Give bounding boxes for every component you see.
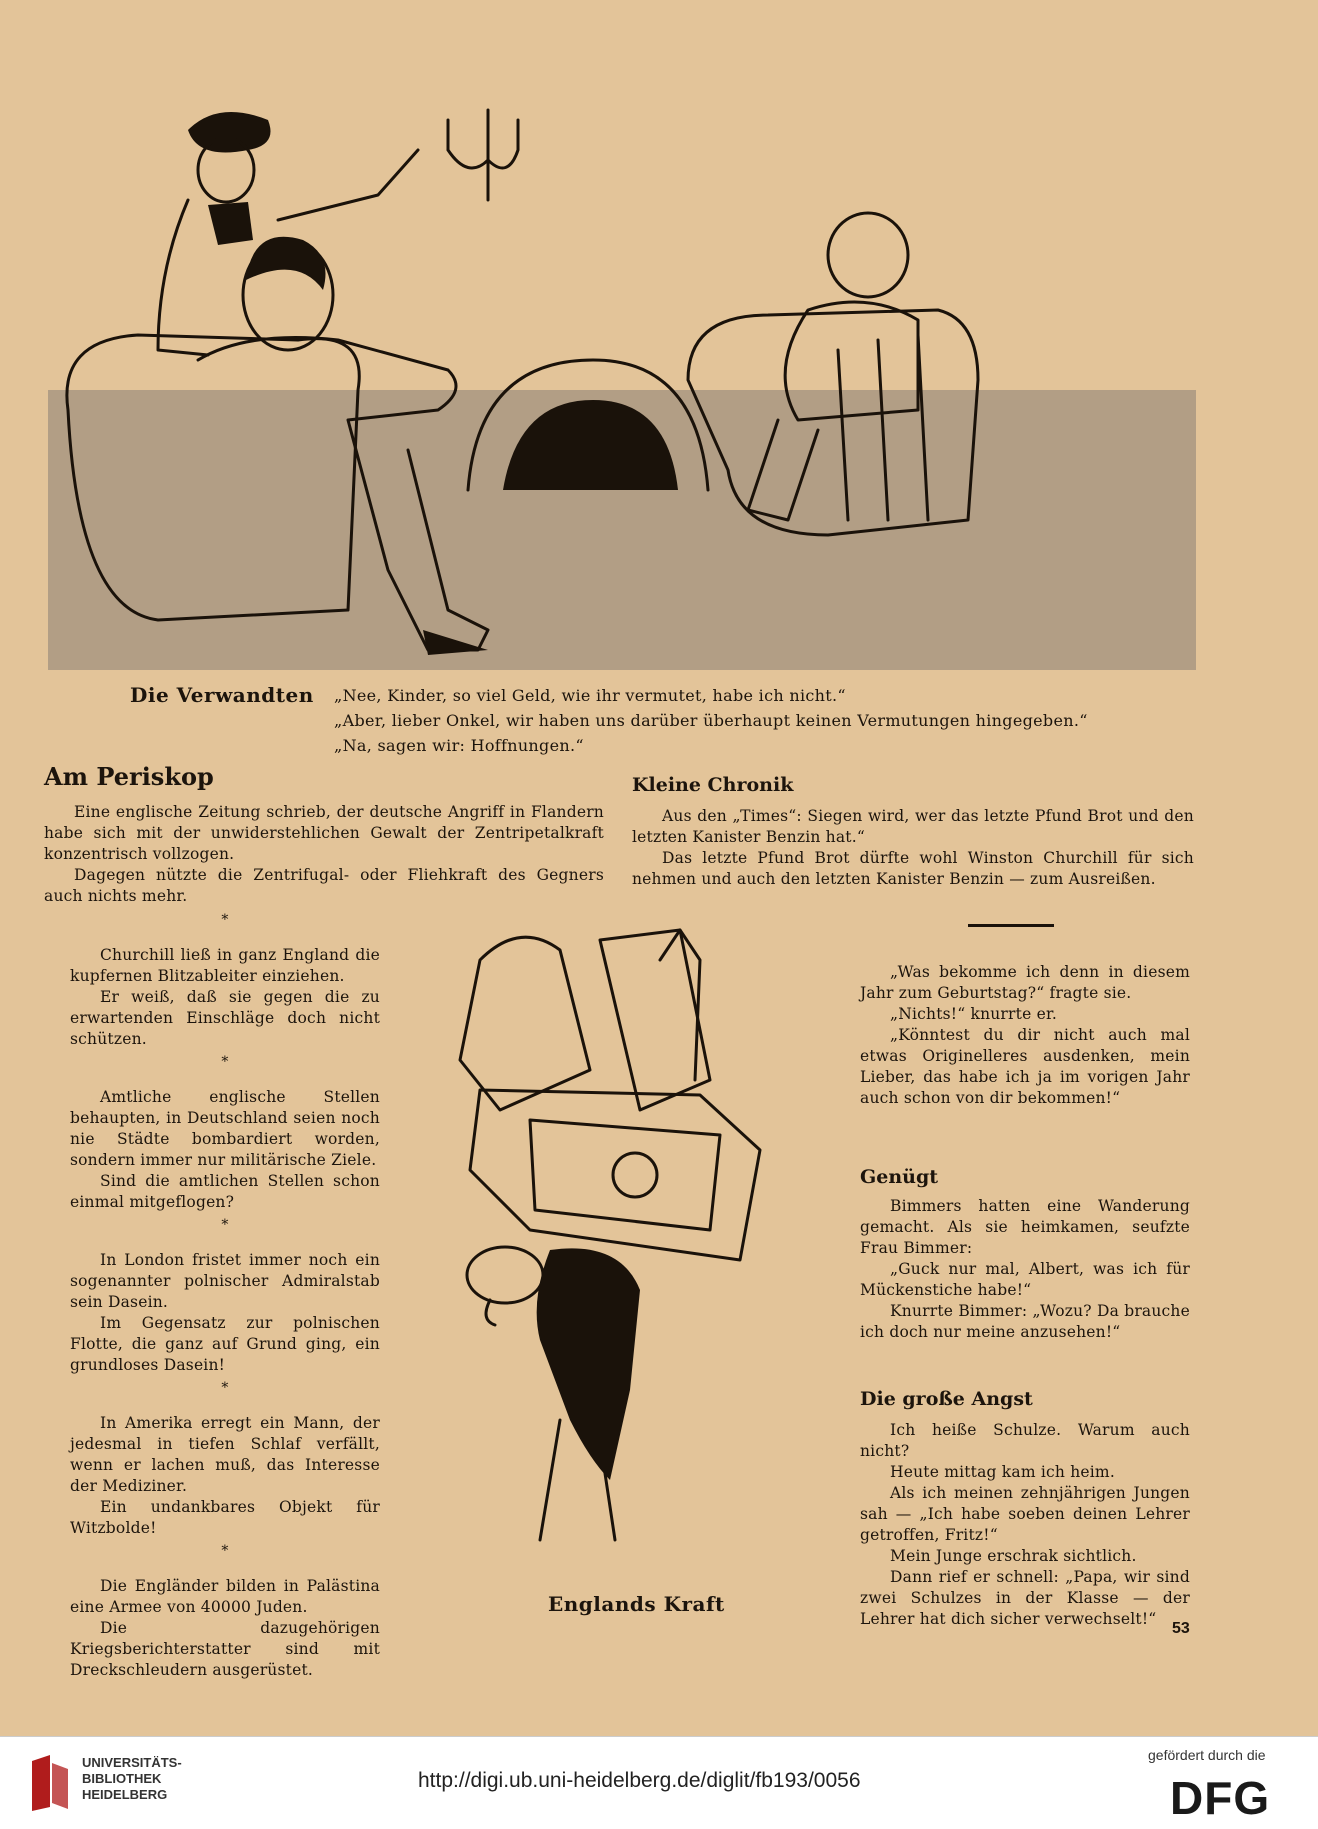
paragraph: Als ich meinen zehnjährigen Jungen sah — „Ich habe soeben deinen Lehrer getroffen, Fritz!“: [860, 1484, 1190, 1544]
top-caption-title: Die Verwandten: [130, 683, 314, 707]
genuegt-text: [860, 1196, 1190, 1343]
paragraph: Dann rief er schnell: „Papa, wir sind zwei Schulzes in der Klasse — der Lehrer hat dich sicher verwechselt!“: [860, 1568, 1190, 1628]
genuegt-heading: Genügt: [860, 1166, 939, 1188]
footer-bar: [0, 1736, 1318, 1829]
institution-name: [82, 1755, 182, 1803]
section-divider: [968, 924, 1054, 927]
paragraph: „Könntest du dir nicht auch mal etwas Originelleres ausdenken, mein Lieber, das habe ich ja im vorigen Jahr auch schon von dir bekommen!“: [860, 1026, 1190, 1107]
institution-line: BIBLIOTHEK: [82, 1771, 162, 1786]
paragraph: Knurrte Bimmer: „Wozu? Da brauche ich doch nur meine anzusehen!“: [860, 1302, 1190, 1341]
page-number: 53: [1172, 1620, 1190, 1637]
paragraph: Bimmers hatten eine Wanderung gemacht. Als sie heimkamen, seufzte Frau Bimmer:: [860, 1197, 1190, 1257]
paragraph: „Was bekomme ich denn in diesem Jahr zum Geburtstag?“ fragte sie.: [860, 963, 1190, 1002]
left-column: [70, 908, 380, 1681]
paragraph: Die Engländer bilden in Palästina eine Armee von 40000 Juden.: [70, 1577, 380, 1616]
paragraph: „Nichts!“ knurrte er.: [890, 1005, 1057, 1023]
paragraph: Das letzte Pfund Brot dürfte wohl Winston Churchill für sich nehmen und auch den letzten Kanister Benzin — zum Ausreißen.: [632, 849, 1194, 888]
caption-line: „Nee, Kinder, so viel Geld, wie ihr vermutet, habe ich nicht.“: [334, 686, 846, 705]
paragraph: Ich heiße Schulze. Warum auch nicht?: [860, 1421, 1190, 1460]
paragraph: Sind die amtlichen Stellen schon einmal mitgeflogen?: [70, 1172, 380, 1211]
paragraph: Amtliche englische Stellen behaupten, in Deutschland seien noch nie Städte bombardiert worden, sondern immer nur militärische Ziele.: [70, 1088, 380, 1169]
paragraph: Eine englische Zeitung schrieb, der deutsche Angriff in Flandern habe sich mit der unwiderstehlichen Gewalt der Zentripetalkraft konzentrisch vollzogen.: [44, 803, 604, 863]
separator-star: *: [221, 1054, 229, 1070]
paragraph: „Guck nur mal, Albert, was ich für Mückenstiche habe!“: [860, 1260, 1190, 1299]
paragraph: Heute mittag kam ich heim.: [890, 1463, 1115, 1481]
dfg-logo: DFG: [1170, 1772, 1271, 1824]
birthday-joke: [860, 962, 1190, 1109]
separator-star: *: [221, 1543, 229, 1559]
paragraph: In London fristet immer noch ein sogenannter polnischer Admiralstab sein Dasein.: [70, 1251, 380, 1311]
bottom-caption: Englands Kraft: [548, 1592, 725, 1616]
paragraph: Mein Junge erschrak sichtlich.: [890, 1547, 1137, 1565]
chronik-heading: Kleine Chronik: [632, 774, 794, 796]
paragraph: Im Gegensatz zur polnischen Flotte, die ganz auf Grund ging, ein grundloses Dasein!: [70, 1314, 380, 1374]
university-logo-icon: [28, 1753, 72, 1813]
periskop-text: [44, 802, 604, 907]
institution-line: HEIDELBERG: [82, 1787, 168, 1802]
paragraph: Dagegen nützte die Zentrifugal- oder Fliehkraft des Gegners auch nichts mehr.: [44, 866, 604, 905]
englands-kraft-illustration: [440, 920, 800, 1560]
paragraph: In Amerika erregt ein Mann, der jedesmal in tiefen Schlaf verfällt, wenn er lachen muß, das Interesse der Mediziner.: [70, 1414, 380, 1495]
caption-line: „Aber, lieber Onkel, wir haben uns darüber überhaupt keinen Vermutungen hingegeben.“: [334, 711, 1088, 730]
separator-star: *: [221, 912, 229, 928]
separator-star: *: [221, 1380, 229, 1396]
paragraph: Die dazugehörigen Kriegsberichterstatter sind mit Dreckschleudern ausgerüstet.: [70, 1619, 380, 1679]
relatives-illustration: [48, 90, 1196, 670]
chronik-text: [632, 806, 1194, 890]
paragraph: Churchill ließ in ganz England die kupfernen Blitzableiter einziehen.: [70, 946, 380, 985]
source-url-link[interactable]: http://digi.ub.uni-heidelberg.de/diglit/fb193/0056: [418, 1769, 861, 1792]
paragraph: Ein undankbares Objekt für Witzbolde!: [70, 1498, 380, 1537]
angst-text: [860, 1420, 1190, 1630]
paragraph: Er weiß, daß sie gegen die zu erwartenden Einschläge doch nicht schützen.: [70, 988, 380, 1048]
funded-by-label: gefördert durch die: [1148, 1747, 1266, 1763]
paragraph: Aus den „Times“: Siegen wird, wer das letzte Pfund Brot und den letzten Kanister Benzin hat.“: [632, 807, 1194, 846]
separator-star: *: [221, 1217, 229, 1233]
top-caption-dialogue: [334, 683, 1088, 758]
periskop-heading: Am Periskop: [44, 762, 214, 791]
caption-line: „Na, sagen wir: Hoffnungen.“: [334, 736, 584, 755]
angst-heading: Die große Angst: [860, 1388, 1033, 1410]
institution-line: UNIVERSITÄTS-: [82, 1755, 182, 1770]
